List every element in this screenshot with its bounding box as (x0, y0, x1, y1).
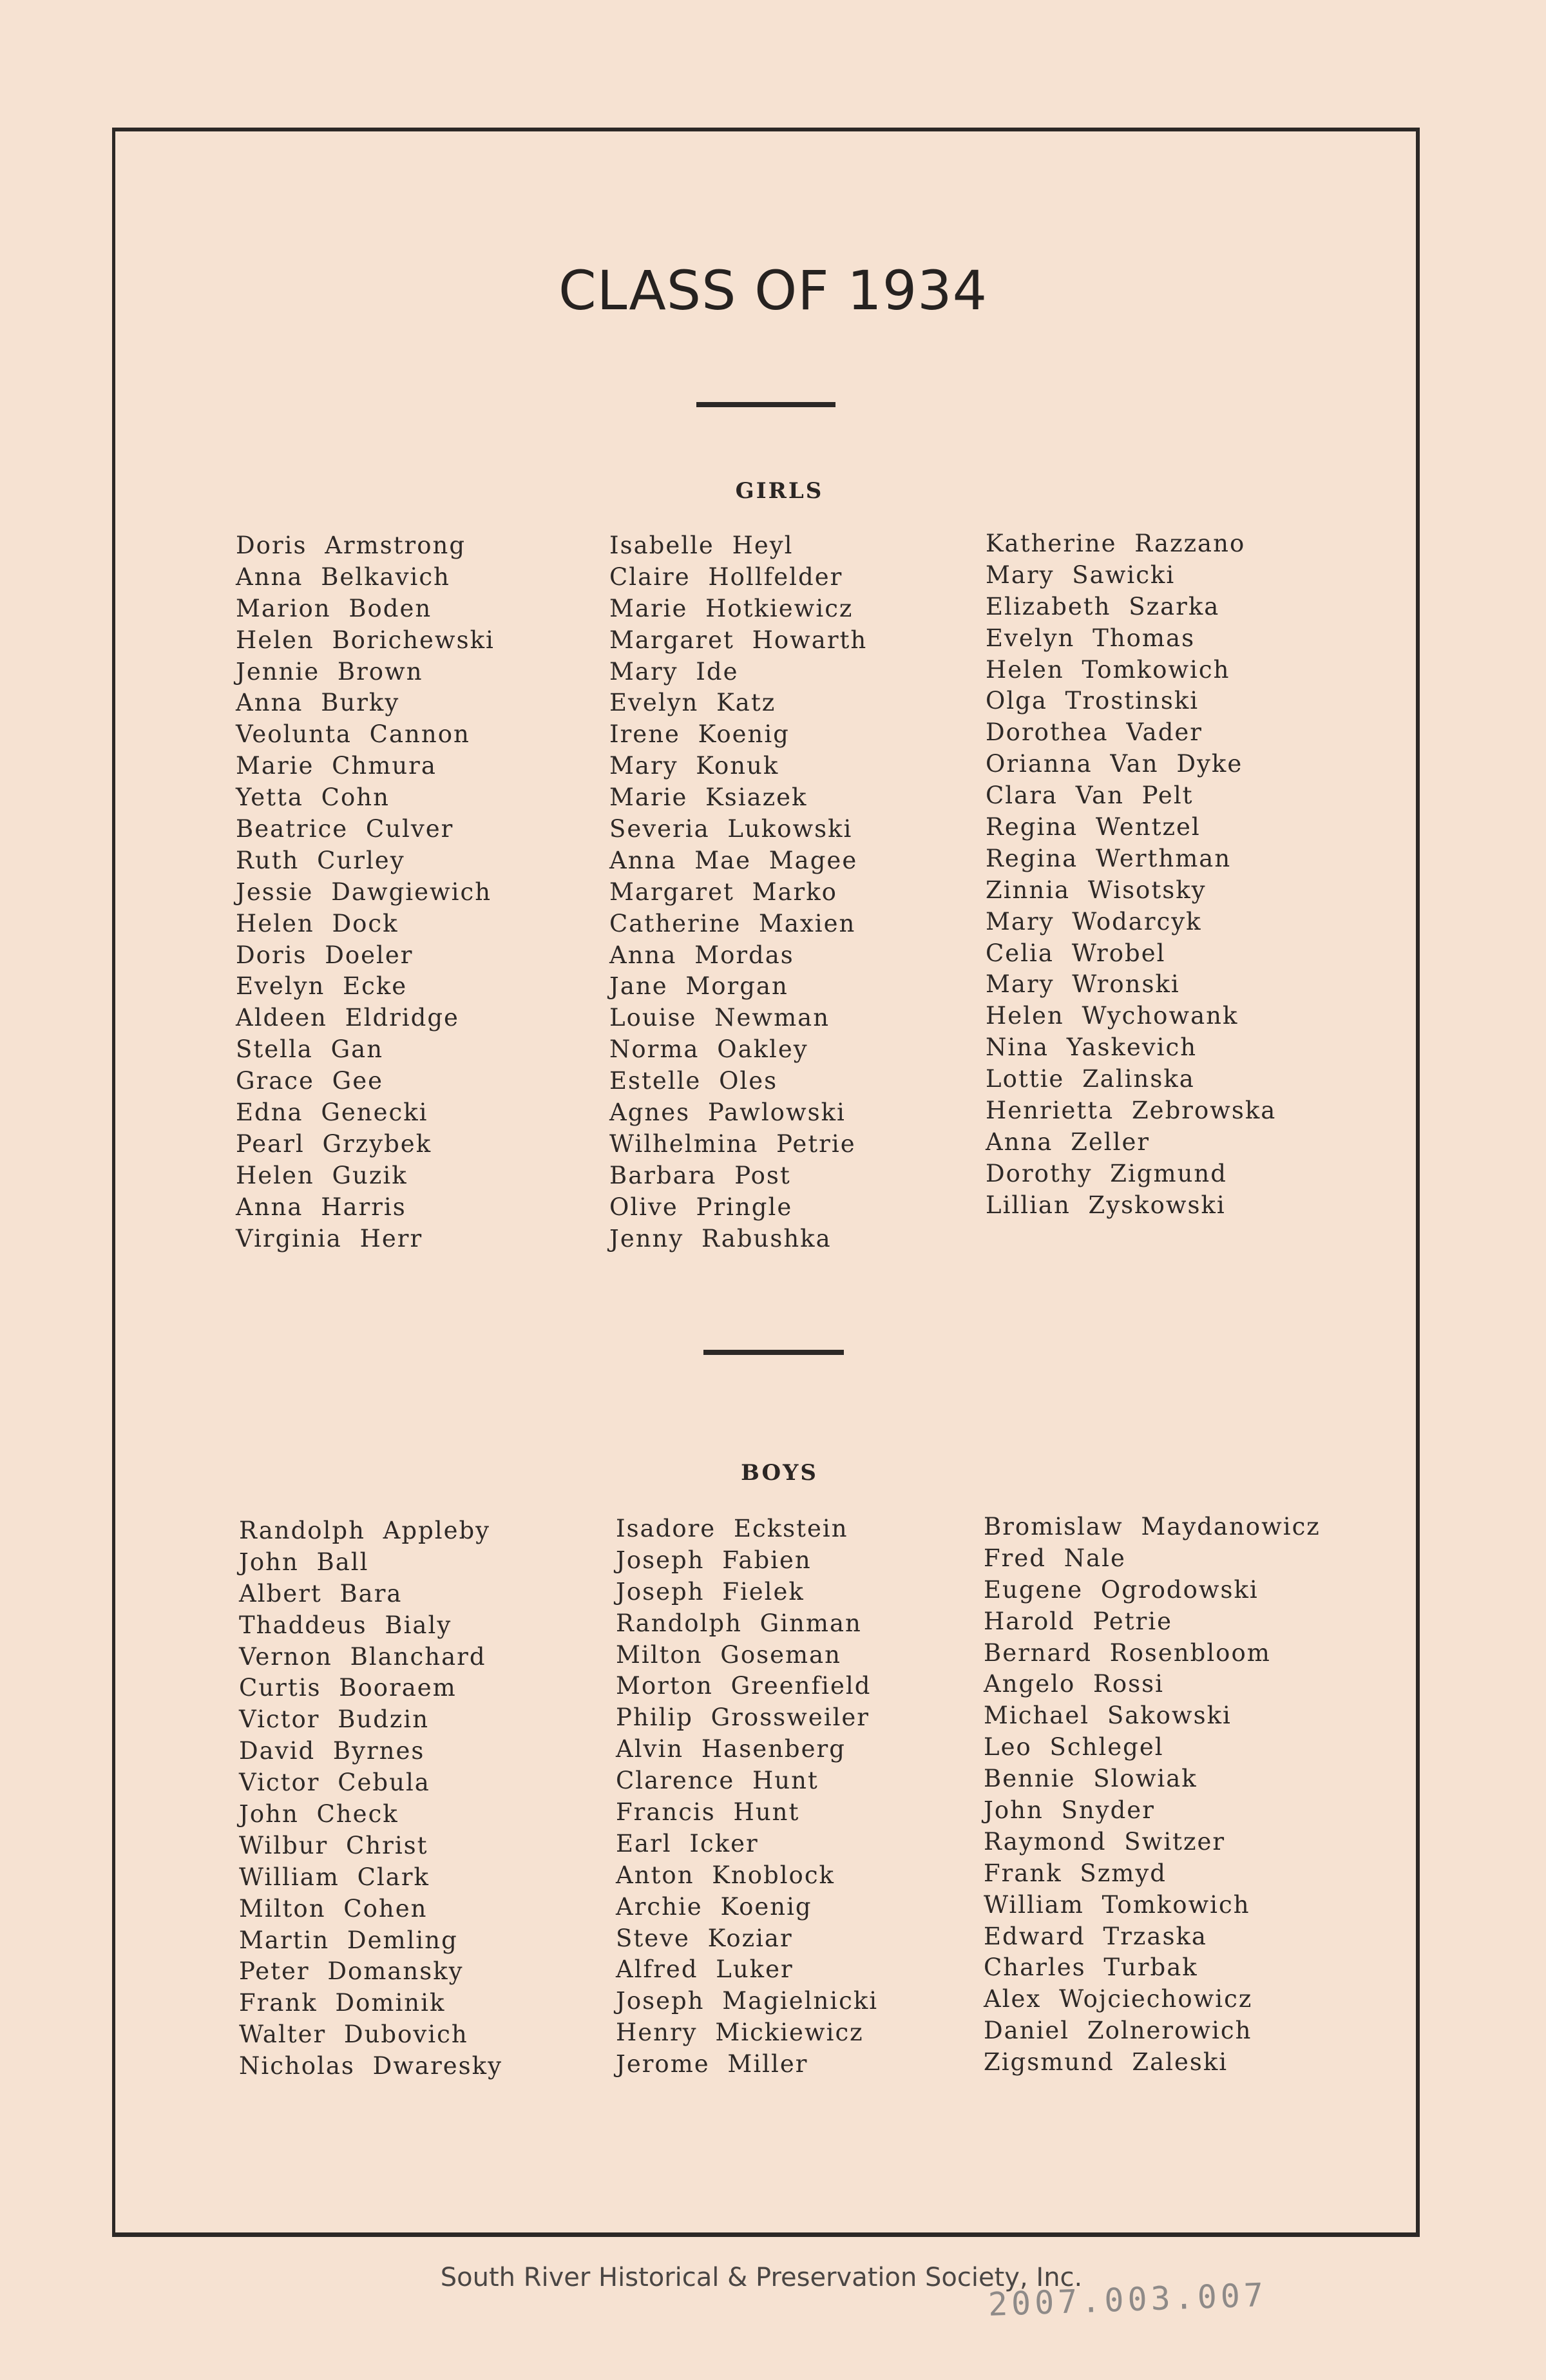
girl-name: Nina Yaskevich (986, 1033, 1198, 1062)
boy-name: Victor Budzin (239, 1705, 430, 1734)
girl-name: Elizabeth Szarka (986, 592, 1220, 620)
boy-name: Bromislaw Maydanowicz (984, 1513, 1321, 1540)
boy-name: Alvin Hasenberg (616, 1735, 846, 1763)
girl-name: Yetta Cohn (236, 783, 390, 812)
boy-name: David Byrnes (239, 1737, 425, 1765)
boy-name: Angelo Rossi (984, 1670, 1164, 1698)
girl-name: Marie Hotkiewicz (609, 594, 854, 622)
title-divider (696, 402, 835, 407)
girl-name: Agnes Pawlowski (609, 1099, 846, 1127)
girl-name: Lillian Zyskowski (986, 1191, 1226, 1219)
boy-name: Frank Dominik (239, 1989, 446, 2017)
girl-name: Anna Harris (236, 1193, 406, 1221)
boy-name: Bernard Rosenbloom (984, 1638, 1271, 1667)
girl-name: Estelle Oles (609, 1067, 778, 1095)
girls-column-1 (236, 530, 495, 1254)
girl-name: Mary Wronski (986, 970, 1180, 999)
boy-name: Albert Bara (239, 1579, 403, 1607)
girl-name: Wilhelmina Petrie (609, 1129, 856, 1158)
girl-name: Barbara Post (609, 1161, 791, 1189)
girl-name: Orianna Van Dyke (986, 750, 1243, 778)
girl-name: Anna Belkavich (236, 562, 450, 591)
girl-name: Marie Chmura (236, 752, 437, 780)
boy-name: Francis Hunt (616, 1798, 800, 1827)
girl-name: Isabelle Heyl (609, 532, 794, 559)
boy-name: William Clark (239, 1863, 430, 1891)
girl-name: Claire Hollfelder (609, 562, 843, 591)
boy-name: Joseph Magielnicki (616, 1987, 879, 2015)
boy-name: William Tomkowich (984, 1890, 1250, 1919)
boy-name: Leo Schlegel (984, 1733, 1164, 1761)
boy-name: Walter Dubovich (239, 2020, 468, 2049)
girl-name: Helen Dock (236, 909, 399, 937)
section-divider (703, 1350, 844, 1355)
girl-name: Jenny Rabushka (609, 1224, 832, 1252)
girl-name: Anna Zeller (986, 1128, 1150, 1156)
girl-name: Marion Boden (236, 594, 432, 622)
girl-name: Doris Doeler (236, 941, 414, 969)
boy-name: Raymond Switzer (984, 1827, 1226, 1856)
girl-name: Lottie Zalinska (986, 1065, 1195, 1093)
boy-name: John Snyder (984, 1796, 1155, 1825)
girl-name: Zinnia Wisotsky (986, 876, 1207, 904)
girls-heading: GIRLS (735, 478, 824, 504)
girl-name: Helen Tomkowich (986, 655, 1230, 684)
boy-name: Randolph Appleby (239, 1517, 491, 1544)
boy-name: Thaddeus Bialy (239, 1611, 452, 1639)
boy-name: Philip Grossweiler (616, 1703, 870, 1732)
girl-name: Regina Werthman (986, 844, 1232, 872)
boy-name: Eugene Ogrodowski (984, 1575, 1259, 1604)
boy-name: Joseph Fielek (616, 1577, 805, 1606)
girl-name: Aldeen Eldridge (236, 1004, 459, 1032)
girl-name: Beatrice Culver (236, 815, 454, 843)
boys-heading: BOYS (741, 1460, 818, 1486)
boy-name: Vernon Blanchard (239, 1642, 486, 1671)
boy-name: Nicholas Dwaresky (239, 2052, 502, 2080)
girl-name: Evelyn Thomas (986, 624, 1196, 652)
girl-name: Olga Trostinski (986, 687, 1199, 715)
girl-name: Jane Morgan (609, 972, 788, 1001)
boy-name: Daniel Zolnerowich (984, 2017, 1252, 2045)
girl-name: Veolunta Cannon (236, 720, 470, 749)
boy-name: Earl Icker (616, 1829, 759, 1857)
footer-credit: South River Historical & Preservation Society, Inc. (440, 2263, 1083, 2292)
boys-column-2 (616, 1513, 878, 2080)
girl-name: Celia Wrobel (986, 939, 1166, 967)
boy-name: Fred Nale (984, 1544, 1126, 1572)
girl-name: Mary Sawicki (986, 561, 1176, 589)
boy-name: Milton Cohen (239, 1894, 428, 1923)
boy-name: Milton Goseman (616, 1640, 841, 1669)
girl-name: Grace Gee (236, 1067, 384, 1095)
boy-name: Harold Petrie (984, 1607, 1172, 1635)
girl-name: Helen Wychowank (986, 1002, 1239, 1030)
girl-name: Henrietta Zebrowska (986, 1097, 1277, 1125)
boy-name: Frank Szmyd (984, 1859, 1167, 1887)
boy-name: Bennie Slowiak (984, 1765, 1198, 1793)
girl-name: Ruth Curley (236, 846, 405, 874)
girl-name: Louise Newman (609, 1004, 830, 1032)
girl-name: Regina Wentzel (986, 813, 1201, 841)
girl-name: Jessie Dawgiewich (236, 878, 492, 906)
girl-name: Catherine Maxien (609, 909, 856, 937)
girl-name: Helen Guzik (236, 1161, 408, 1189)
girl-name: Evelyn Ecke (236, 972, 408, 1001)
girl-name: Norma Oakley (609, 1035, 808, 1064)
boy-name: Peter Domansky (239, 1957, 464, 1986)
boys-column-1 (239, 1515, 502, 2082)
boys-column-3 (984, 1511, 1321, 2078)
boy-name: Michael Sakowski (984, 1702, 1232, 1730)
boy-name: Morton Greenfield (616, 1672, 872, 1700)
boy-name: Zigsmund Zaleski (984, 2048, 1228, 2077)
boy-name: John Check (239, 1800, 399, 1828)
girl-name: Stella Gan (236, 1035, 384, 1064)
girl-name: Anna Mae Magee (609, 846, 858, 874)
girl-name: Edna Genecki (236, 1099, 428, 1127)
girl-name: Marie Ksiazek (609, 783, 808, 812)
girls-column-2 (609, 530, 867, 1254)
girls-column-3 (986, 528, 1276, 1222)
boy-name: Edward Trzaska (984, 1922, 1207, 1950)
girl-name: Anna Burky (236, 689, 400, 717)
girl-name: Irene Koenig (609, 720, 790, 749)
girl-name: Helen Borichewski (236, 626, 495, 654)
boy-name: Steve Koziar (616, 1924, 793, 1952)
boy-name: Randolph Ginman (616, 1609, 862, 1637)
girl-name: Severia Lukowski (609, 815, 853, 843)
boy-name: Joseph Fabien (616, 1546, 812, 1574)
boy-name: Martin Demling (239, 1926, 458, 1954)
girl-name: Mary Konuk (609, 752, 779, 780)
girl-name: Margaret Marko (609, 878, 837, 906)
boy-name: Curtis Booraem (239, 1674, 457, 1702)
boy-name: Henry Mickiewicz (616, 2019, 864, 2047)
boy-name: Archie Koenig (616, 1892, 812, 1921)
boy-name: Victor Cebula (239, 1769, 430, 1797)
boy-name: John Ball (239, 1548, 369, 1576)
girl-name: Jennie Brown (236, 657, 423, 686)
girl-name: Dorothea Vader (986, 718, 1203, 747)
girl-name: Clara Van Pelt (986, 782, 1194, 810)
girl-name: Anna Mordas (609, 941, 794, 969)
girl-name: Evelyn Katz (609, 689, 776, 717)
girl-name: Pearl Grzybek (236, 1129, 432, 1158)
accession-number: 2007.003.007 (987, 2276, 1268, 2323)
boy-name: Charles Turbak (984, 1953, 1198, 1982)
page-title: CLASS OF 1934 (558, 259, 988, 322)
boy-name: Anton Knoblock (616, 1861, 835, 1889)
girl-name: Doris Armstrong (236, 532, 466, 559)
boy-name: Alex Wojciechowicz (984, 1985, 1253, 2013)
boy-name: Isadore Eckstein (616, 1515, 848, 1542)
boy-name: Alfred Luker (616, 1955, 794, 1984)
girl-name: Dorothy Zigmund (986, 1159, 1227, 1187)
girl-name: Margaret Howarth (609, 626, 868, 654)
girl-name: Mary Ide (609, 657, 739, 686)
boy-name: Clarence Hunt (616, 1767, 819, 1795)
girl-name: Olive Pringle (609, 1193, 793, 1221)
girl-name: Mary Wodarcyk (986, 907, 1202, 936)
boy-name: Jerome Miller (616, 2050, 808, 2078)
girl-name: Katherine Razzano (986, 530, 1246, 557)
girl-name: Virginia Herr (236, 1224, 423, 1252)
boy-name: Wilbur Christ (239, 1831, 428, 1859)
